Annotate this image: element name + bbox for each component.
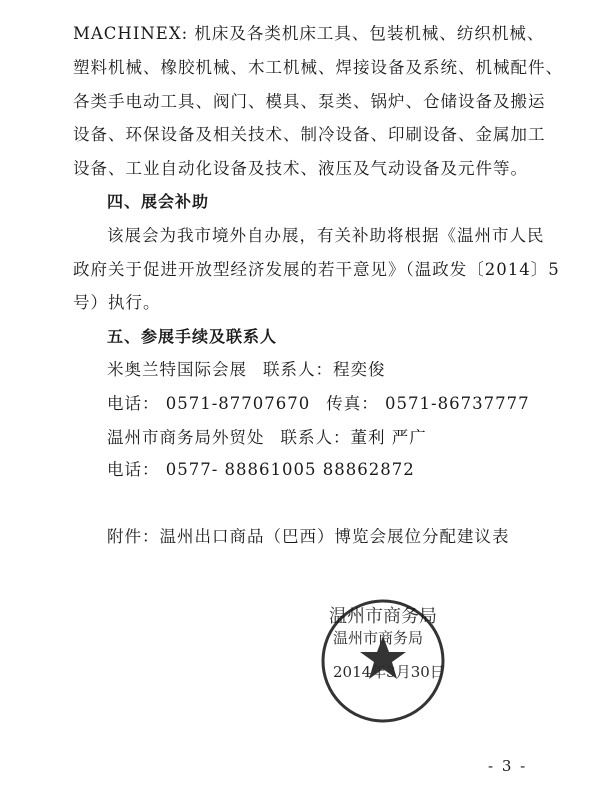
contact-1-phone: 电话： 0571-87707670 [107, 394, 311, 413]
contact-1-row [107, 358, 386, 382]
exhibit-scope-line-5: 设备、工业自动化设备及技术、液压及气动设备及元件等。 [73, 159, 528, 178]
exhibit-scope-line-3: 各类手电动工具、阀门、模具、泵类、锅炉、仓储设备及搬运 [73, 92, 546, 111]
signature-date: 2014年3月30日 [333, 663, 445, 681]
contact-2-phone: 电话： 0577- 88861005 88862872 [107, 460, 415, 479]
attachment-note: 附件：温州出口商品（巴西）博览会展位分配建议表 [107, 527, 510, 546]
contact-1-person: 联系人：程奕俊 [263, 360, 386, 379]
signature-org: 温州市商务局 [333, 629, 424, 647]
subsidy-line-2: 政府关于促进开放型经济发展的若干意见》（温政发〔2014〕5 [73, 260, 560, 279]
contact-2-person: 联系人：董利 严广 [280, 428, 427, 447]
subsidy-line-1: 该展会为我市境外自办展，有关补助将根据《温州市人民 [107, 226, 545, 245]
exhibit-scope-line-1: MACHINEX: 机床及各类机床工具、包装机械、纺织机械、 [73, 24, 545, 43]
contact-1-fax: 传真： 0571-86737777 [326, 394, 530, 413]
section-heading-contacts: 五、参展手续及联系人 [107, 327, 278, 346]
seal-text: 温州市商务局 [329, 606, 437, 627]
contact-1-phone-row [107, 392, 530, 416]
section-heading-subsidy: 四、展会补助 [107, 192, 210, 211]
subsidy-line-3: 号）执行。 [73, 293, 161, 312]
official-seal-stamp [318, 596, 448, 726]
exhibit-scope-line-4: 设备、环保设备及相关技术、制冷设备、印刷设备、金属加工 [73, 125, 546, 144]
contact-2-org: 温州市商务局外贸处 [107, 428, 265, 447]
contact-1-org: 米奥兰特国际会展 [107, 360, 247, 379]
page-number: - 3 - [488, 757, 528, 775]
exhibit-scope-line-2: 塑料机械、橡胶机械、木工机械、焊接设备及系统、机械配件、 [73, 58, 563, 77]
contact-2-row [107, 426, 427, 450]
